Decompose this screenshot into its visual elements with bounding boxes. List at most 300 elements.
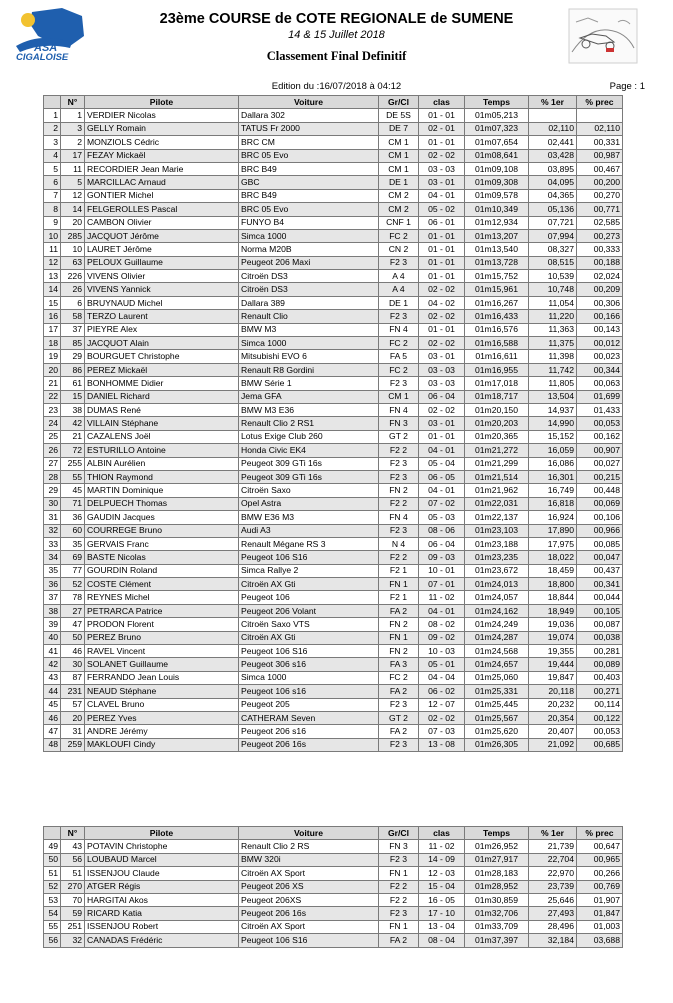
cell-pct-first: 03,428	[529, 149, 577, 162]
cell-pct-prev: 00,038	[577, 631, 623, 644]
cell-rank: 42	[44, 658, 61, 671]
cell-voiture: Peugeot 309 GTi 16s	[239, 470, 379, 483]
cell-pct-prev: 00,437	[577, 564, 623, 577]
cell-group-class: FA 5	[379, 350, 419, 363]
cell-group-class: FC 2	[379, 229, 419, 242]
table-row	[44, 711, 623, 724]
cell-pct-first: 18,949	[529, 604, 577, 617]
cell-voiture: Simca 1000	[239, 229, 379, 242]
cell-pilote: COURREGE Bruno	[85, 524, 239, 537]
cell-rank: 35	[44, 564, 61, 577]
cell-number: 47	[61, 618, 85, 631]
cell-voiture: Citroën AX Sport	[239, 920, 379, 933]
cell-voiture: FUNYO B4	[239, 216, 379, 229]
cell-number: 51	[61, 867, 85, 880]
cell-voiture: Peugeot 206 16s	[239, 907, 379, 920]
cell-pct-first: 05,136	[529, 203, 577, 216]
cell-clas: 09 - 03	[419, 551, 465, 564]
cell-pct-first: 11,742	[529, 363, 577, 376]
table-row	[44, 920, 623, 933]
cell-number: 1	[61, 109, 85, 122]
cell-voiture: Norma M20B	[239, 243, 379, 256]
cell-clas: 06 - 05	[419, 470, 465, 483]
cell-temps: 01m10,349	[465, 203, 529, 216]
table-row	[44, 403, 623, 416]
cell-pilote: ISSENJOU Claude	[85, 867, 239, 880]
cell-pct-first: 02,110	[529, 122, 577, 135]
cell-number: 71	[61, 497, 85, 510]
cell-number: 46	[61, 645, 85, 658]
cell-number: 251	[61, 920, 85, 933]
cell-pilote: CAMBON Olivier	[85, 216, 239, 229]
cell-number: 12	[61, 189, 85, 202]
cell-group-class: F2 2	[379, 880, 419, 893]
cell-rank: 36	[44, 578, 61, 591]
cell-pilote: GONTIER Michel	[85, 189, 239, 202]
table-row	[44, 725, 623, 738]
cell-group-class: DE 1	[379, 296, 419, 309]
cell-pct-first: 08,327	[529, 243, 577, 256]
cell-group-class: F2 2	[379, 497, 419, 510]
cell-rank: 29	[44, 484, 61, 497]
cell-group-class: F2 3	[379, 377, 419, 390]
cell-pct-first: 07,994	[529, 229, 577, 242]
cell-number: 10	[61, 243, 85, 256]
table-row	[44, 578, 623, 591]
cell-rank: 34	[44, 551, 61, 564]
cell-rank: 19	[44, 350, 61, 363]
cell-pct-first: 19,036	[529, 618, 577, 631]
cell-group-class: FA 2	[379, 604, 419, 617]
cell-rank: 33	[44, 537, 61, 550]
cell-voiture: Peugeot 206 XS	[239, 880, 379, 893]
cell-voiture: CATHERAM Seven	[239, 711, 379, 724]
header-pct-prev: % prec	[577, 96, 623, 109]
cell-rank: 37	[44, 591, 61, 604]
cell-pct-first: 19,074	[529, 631, 577, 644]
cell-voiture: Lotus Exige Club 260	[239, 430, 379, 443]
cell-pct-prev: 00,467	[577, 162, 623, 175]
table-row	[44, 484, 623, 497]
cell-voiture: BMW Série 1	[239, 377, 379, 390]
cell-pct-first	[529, 109, 577, 122]
table-row	[44, 564, 623, 577]
cell-voiture: Renault R8 Gordini	[239, 363, 379, 376]
cell-pilote: DUMAS René	[85, 403, 239, 416]
table-row	[44, 283, 623, 296]
cell-rank: 44	[44, 685, 61, 698]
cell-pilote: PIEYRE Alex	[85, 323, 239, 336]
cell-pct-first: 22,704	[529, 853, 577, 866]
table-row	[44, 867, 623, 880]
cell-group-class: F2 3	[379, 738, 419, 751]
cell-pct-prev: 00,448	[577, 484, 623, 497]
table-row	[44, 363, 623, 376]
cell-temps: 01m24,057	[465, 591, 529, 604]
cell-clas: 07 - 01	[419, 578, 465, 591]
cell-group-class: FC 2	[379, 337, 419, 350]
cell-clas: 02 - 02	[419, 337, 465, 350]
cell-group-class: FN 2	[379, 645, 419, 658]
edition-date: Edition du :16/07/2018 à 04:12	[271, 81, 402, 92]
cell-group-class: F2 3	[379, 310, 419, 323]
cell-number: 226	[61, 270, 85, 283]
table-row	[44, 350, 623, 363]
header-pct-first: % 1er	[529, 827, 577, 840]
cell-clas: 04 - 01	[419, 484, 465, 497]
cell-pilote: FERRANDO Jean Louis	[85, 671, 239, 684]
cell-rank: 47	[44, 725, 61, 738]
table-row	[44, 229, 623, 242]
cell-clas: 09 - 02	[419, 631, 465, 644]
cell-pilote: PELOUX Guillaume	[85, 256, 239, 269]
cell-pct-prev: 00,166	[577, 310, 623, 323]
cell-number: 63	[61, 256, 85, 269]
cell-pct-prev: 00,685	[577, 738, 623, 751]
cell-voiture: BRC B49	[239, 189, 379, 202]
cell-pct-prev	[577, 109, 623, 122]
table-row	[44, 189, 623, 202]
cell-clas: 01 - 01	[419, 256, 465, 269]
cell-rank: 53	[44, 893, 61, 906]
cell-pct-prev: 00,162	[577, 430, 623, 443]
cell-number: 37	[61, 323, 85, 336]
cell-temps: 01m37,397	[465, 934, 529, 947]
cell-temps: 01m25,445	[465, 698, 529, 711]
cell-pilote: BONHOMME Didier	[85, 377, 239, 390]
table-row	[44, 243, 623, 256]
cell-clas: 08 - 06	[419, 524, 465, 537]
cell-group-class: FN 4	[379, 511, 419, 524]
cell-group-class: DE 5S	[379, 109, 419, 122]
cell-rank: 55	[44, 920, 61, 933]
cell-number: 45	[61, 484, 85, 497]
header-group-class: Gr/Cl	[379, 827, 419, 840]
cell-temps: 01m23,672	[465, 564, 529, 577]
cell-rank: 17	[44, 323, 61, 336]
cell-pilote: MARCILLAC Arnaud	[85, 176, 239, 189]
cell-rank: 41	[44, 645, 61, 658]
cell-pct-first: 11,054	[529, 296, 577, 309]
cell-pct-first: 07,721	[529, 216, 577, 229]
cell-pct-prev: 00,105	[577, 604, 623, 617]
cell-pct-prev: 00,053	[577, 725, 623, 738]
cell-pilote: GELLY Romain	[85, 122, 239, 135]
cell-group-class: FN 3	[379, 840, 419, 853]
cell-pilote: VERDIER Nicolas	[85, 109, 239, 122]
cell-group-class: FN 4	[379, 403, 419, 416]
cell-clas: 02 - 01	[419, 122, 465, 135]
cell-pilote: PRODON Florent	[85, 618, 239, 631]
cell-number: 52	[61, 578, 85, 591]
cell-clas: 12 - 03	[419, 867, 465, 880]
cell-temps: 01m13,540	[465, 243, 529, 256]
cell-group-class: FC 2	[379, 671, 419, 684]
table-row	[44, 497, 623, 510]
cell-rank: 43	[44, 671, 61, 684]
cell-pct-prev: 01,003	[577, 920, 623, 933]
cell-temps: 01m32,706	[465, 907, 529, 920]
cell-rank: 1	[44, 109, 61, 122]
cell-group-class: DE 7	[379, 122, 419, 135]
cell-pct-first: 16,749	[529, 484, 577, 497]
cell-number: 56	[61, 853, 85, 866]
cell-temps: 01m22,031	[465, 497, 529, 510]
cell-pilote: DANIEL Richard	[85, 390, 239, 403]
cell-pct-prev: 00,987	[577, 149, 623, 162]
cell-group-class: CM 1	[379, 136, 419, 149]
cell-voiture: Peugeot 106 S16	[239, 551, 379, 564]
table-row	[44, 310, 623, 323]
cell-clas: 14 - 09	[419, 853, 465, 866]
cell-voiture: BMW E36 M3	[239, 511, 379, 524]
cell-temps: 01m16,576	[465, 323, 529, 336]
cell-group-class: FA 2	[379, 685, 419, 698]
table-row	[44, 149, 623, 162]
cell-voiture: Opel Astra	[239, 497, 379, 510]
cell-temps: 01m26,305	[465, 738, 529, 751]
cell-rank: 45	[44, 698, 61, 711]
cell-pct-first: 16,086	[529, 457, 577, 470]
table-row	[44, 470, 623, 483]
cell-pilote: RICARD Katia	[85, 907, 239, 920]
cell-rank: 8	[44, 203, 61, 216]
cell-number: 27	[61, 604, 85, 617]
cell-clas: 01 - 01	[419, 136, 465, 149]
cell-number: 31	[61, 725, 85, 738]
cell-temps: 01m23,188	[465, 537, 529, 550]
cell-group-class: F2 3	[379, 853, 419, 866]
cell-clas: 06 - 04	[419, 390, 465, 403]
cell-pct-first: 16,924	[529, 511, 577, 524]
cell-voiture: Peugeot 206 16s	[239, 738, 379, 751]
cell-group-class: CNF 1	[379, 216, 419, 229]
cell-group-class: F2 2	[379, 551, 419, 564]
cell-pilote: PEREZ Mickaël	[85, 363, 239, 376]
cell-temps: 01m20,365	[465, 430, 529, 443]
cell-group-class: FA 2	[379, 725, 419, 738]
cell-clas: 02 - 02	[419, 283, 465, 296]
cell-clas: 02 - 02	[419, 310, 465, 323]
cell-temps: 01m30,859	[465, 893, 529, 906]
table-row	[44, 537, 623, 550]
cell-number: 38	[61, 403, 85, 416]
cell-rank: 5	[44, 162, 61, 175]
cell-clas: 04 - 01	[419, 444, 465, 457]
cell-temps: 01m20,203	[465, 417, 529, 430]
table-row	[44, 444, 623, 457]
cell-temps: 01m23,103	[465, 524, 529, 537]
header-pct-prev: % prec	[577, 827, 623, 840]
cell-clas: 06 - 04	[419, 537, 465, 550]
cell-rank: 14	[44, 283, 61, 296]
cell-number: 20	[61, 711, 85, 724]
cell-group-class: FN 4	[379, 323, 419, 336]
cell-pct-prev: 02,585	[577, 216, 623, 229]
cell-clas: 10 - 03	[419, 645, 465, 658]
cell-pct-prev: 00,306	[577, 296, 623, 309]
cell-rank: 22	[44, 390, 61, 403]
cell-clas: 02 - 02	[419, 149, 465, 162]
cell-number: 42	[61, 417, 85, 430]
table-row	[44, 893, 623, 906]
cell-clas: 01 - 01	[419, 109, 465, 122]
cell-group-class: F2 3	[379, 457, 419, 470]
cell-voiture: BRC B49	[239, 162, 379, 175]
table-row	[44, 323, 623, 336]
cell-pilote: PEREZ Bruno	[85, 631, 239, 644]
cell-pilote: DELPUECH Thomas	[85, 497, 239, 510]
header-rank	[44, 827, 61, 840]
cell-temps: 01m20,150	[465, 403, 529, 416]
cell-group-class: F2 3	[379, 256, 419, 269]
cell-rank: 39	[44, 618, 61, 631]
cell-pct-prev: 01,847	[577, 907, 623, 920]
cell-number: 60	[61, 524, 85, 537]
cell-voiture: Peugeot 106 S16	[239, 934, 379, 947]
cell-pilote: ANDRE Jérémy	[85, 725, 239, 738]
header-pct-first: % 1er	[529, 96, 577, 109]
cell-voiture: Mitsubishi EVO 6	[239, 350, 379, 363]
cell-clas: 03 - 03	[419, 363, 465, 376]
header-number: N°	[61, 96, 85, 109]
header-voiture: Voiture	[239, 827, 379, 840]
cell-pct-prev: 00,114	[577, 698, 623, 711]
cell-rank: 10	[44, 229, 61, 242]
table-row	[44, 337, 623, 350]
cell-number: 85	[61, 337, 85, 350]
cell-pilote: POTAVIN Christophe	[85, 840, 239, 853]
cell-voiture: Citroën DS3	[239, 283, 379, 296]
cell-group-class: F2 3	[379, 470, 419, 483]
table-row	[44, 176, 623, 189]
table-row	[44, 631, 623, 644]
cell-number: 15	[61, 390, 85, 403]
cell-pct-prev: 00,907	[577, 444, 623, 457]
table-row	[44, 136, 623, 149]
cell-clas: 15 - 04	[419, 880, 465, 893]
cell-voiture: Peugeot 206 s16	[239, 725, 379, 738]
cell-number: 14	[61, 203, 85, 216]
cell-rank: 11	[44, 243, 61, 256]
table-row	[44, 270, 623, 283]
cell-rank: 16	[44, 310, 61, 323]
cell-rank: 27	[44, 457, 61, 470]
cell-voiture: Honda Civic EK4	[239, 444, 379, 457]
cell-group-class: F2 3	[379, 907, 419, 920]
page-title: 23ème COURSE de COTE REGIONALE de SUMENE	[159, 11, 514, 27]
cell-pct-first: 19,444	[529, 658, 577, 671]
cell-temps: 01m09,578	[465, 189, 529, 202]
cell-voiture: Peugeot 106 s16	[239, 685, 379, 698]
cell-group-class: CM 1	[379, 162, 419, 175]
cell-voiture: BMW 320i	[239, 853, 379, 866]
cell-voiture: Peugeot 205	[239, 698, 379, 711]
cell-pilote: COSTE Clément	[85, 578, 239, 591]
cell-pilote: JACQUOT Alain	[85, 337, 239, 350]
cell-pilote: ISSENJOU Robert	[85, 920, 239, 933]
cell-number: 255	[61, 457, 85, 470]
cell-clas: 06 - 02	[419, 685, 465, 698]
table-row	[44, 907, 623, 920]
cell-pilote: THION Raymond	[85, 470, 239, 483]
cell-clas: 03 - 01	[419, 350, 465, 363]
table-row	[44, 216, 623, 229]
cell-number: 17	[61, 149, 85, 162]
cell-clas: 16 - 05	[419, 893, 465, 906]
cell-pilote: VILLAIN Stéphane	[85, 417, 239, 430]
cell-pct-prev: 00,085	[577, 537, 623, 550]
cell-group-class: FC 2	[379, 363, 419, 376]
cell-temps: 01m22,137	[465, 511, 529, 524]
cell-pct-first: 19,847	[529, 671, 577, 684]
table-row	[44, 880, 623, 893]
cell-temps: 01m26,952	[465, 840, 529, 853]
cell-pct-prev: 00,188	[577, 256, 623, 269]
cell-clas: 01 - 01	[419, 229, 465, 242]
table-row	[44, 377, 623, 390]
cell-rank: 49	[44, 840, 61, 853]
header-rank	[44, 96, 61, 109]
cell-group-class: GT 2	[379, 430, 419, 443]
cell-group-class: FN 1	[379, 867, 419, 880]
cell-temps: 01m23,235	[465, 551, 529, 564]
cell-pilote: ALBIN Aurélien	[85, 457, 239, 470]
cell-clas: 11 - 02	[419, 591, 465, 604]
cell-pct-first: 14,937	[529, 403, 577, 416]
cell-temps: 01m16,267	[465, 296, 529, 309]
cell-temps: 01m21,514	[465, 470, 529, 483]
header-number: N°	[61, 827, 85, 840]
cell-voiture: Peugeot 106 S16	[239, 645, 379, 658]
table-row	[44, 645, 623, 658]
cell-pct-first: 11,398	[529, 350, 577, 363]
cell-rank: 2	[44, 122, 61, 135]
cell-pct-prev: 00,087	[577, 618, 623, 631]
cell-group-class: CM 2	[379, 189, 419, 202]
cell-group-class: CN 2	[379, 243, 419, 256]
cell-temps: 01m15,752	[465, 270, 529, 283]
svg-text:CIGALOISE: CIGALOISE	[16, 52, 69, 62]
cell-pct-prev: 00,271	[577, 685, 623, 698]
cell-clas: 05 - 01	[419, 658, 465, 671]
cell-pct-prev: 00,771	[577, 203, 623, 216]
cell-number: 58	[61, 310, 85, 323]
cell-pct-prev: 01,699	[577, 390, 623, 403]
cell-temps: 01m33,709	[465, 920, 529, 933]
cell-pct-first: 23,739	[529, 880, 577, 893]
cell-rank: 7	[44, 189, 61, 202]
cell-pct-first: 13,504	[529, 390, 577, 403]
table-row	[44, 296, 623, 309]
cell-number: 72	[61, 444, 85, 457]
cell-clas: 11 - 02	[419, 840, 465, 853]
cell-pct-prev: 00,023	[577, 350, 623, 363]
cell-pct-first: 10,748	[529, 283, 577, 296]
cell-temps: 01m16,588	[465, 337, 529, 350]
cell-rank: 30	[44, 497, 61, 510]
header-pilote: Pilote	[85, 96, 239, 109]
cell-voiture: TATUS Fr 2000	[239, 122, 379, 135]
cell-rank: 50	[44, 853, 61, 866]
cell-pct-prev: 00,647	[577, 840, 623, 853]
cell-voiture: BRC 05 Evo	[239, 149, 379, 162]
cell-number: 86	[61, 363, 85, 376]
cell-temps: 01m25,060	[465, 671, 529, 684]
cell-group-class: FN 2	[379, 484, 419, 497]
cell-number: 35	[61, 537, 85, 550]
cell-clas: 05 - 02	[419, 203, 465, 216]
